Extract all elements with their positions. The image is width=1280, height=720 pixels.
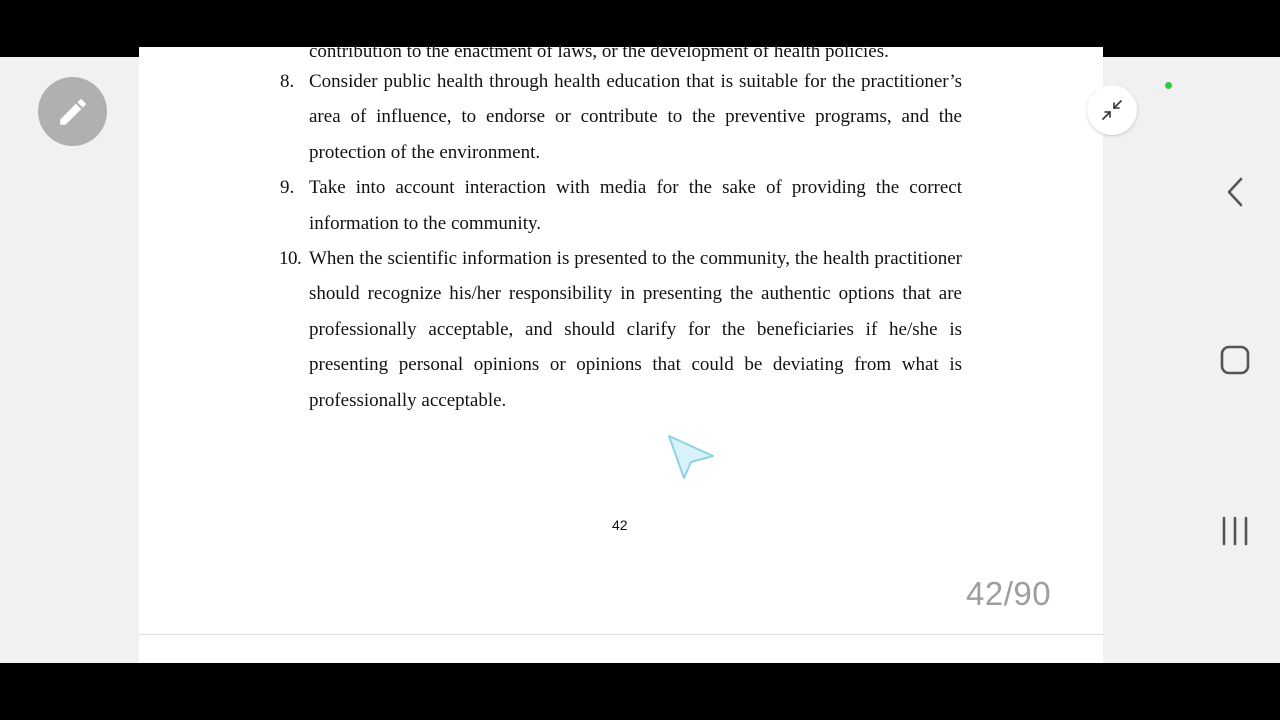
exit-fullscreen-button[interactable] (1087, 85, 1137, 135)
list-item (280, 241, 962, 418)
numbered-list (280, 64, 962, 418)
list-item-text: Consider public health through health education that is suitable for the practitioner’s area of influence, to endorse or contribute to the preventive programs, and the protection of the environment. (309, 71, 962, 163)
page-counter: 42/90 (966, 575, 1052, 612)
document-page (139, 41, 1103, 670)
list-item-number: 8. (280, 71, 295, 92)
bottom-black-bar (0, 663, 1280, 720)
recent-apps-icon[interactable] (1220, 515, 1250, 547)
list-item (280, 64, 962, 170)
cursor-pointer-icon (665, 432, 717, 482)
list-item-text: When the scientific information is presented to the community, the health practitioner should recognize his/her responsibility in presenting the authentic options that are professionally acceptable, and should clarify for the beneficiaries if he/she is presenting personal opinions or opinions that could be deviating from what is professionally acceptable. (309, 248, 962, 411)
collapse-arrows-icon (1101, 99, 1123, 121)
cut-off-line: contribution to the enactment of laws, or the development of health policies. (309, 41, 889, 62)
document-viewer[interactable] (0, 41, 1280, 663)
page-number: 42 (612, 517, 628, 533)
list-item-number: 9. (280, 177, 295, 199)
status-indicator-dot (1165, 82, 1172, 89)
edit-button[interactable] (38, 77, 107, 146)
back-chevron-icon[interactable] (1222, 175, 1248, 209)
home-square-icon[interactable] (1220, 344, 1250, 376)
list-item-text: Take into account interaction with media for the sake of providing the correct information to the community. (309, 177, 962, 234)
list-item (280, 170, 962, 241)
list-item-number: 10. (279, 248, 302, 270)
pencil-icon (56, 95, 90, 129)
